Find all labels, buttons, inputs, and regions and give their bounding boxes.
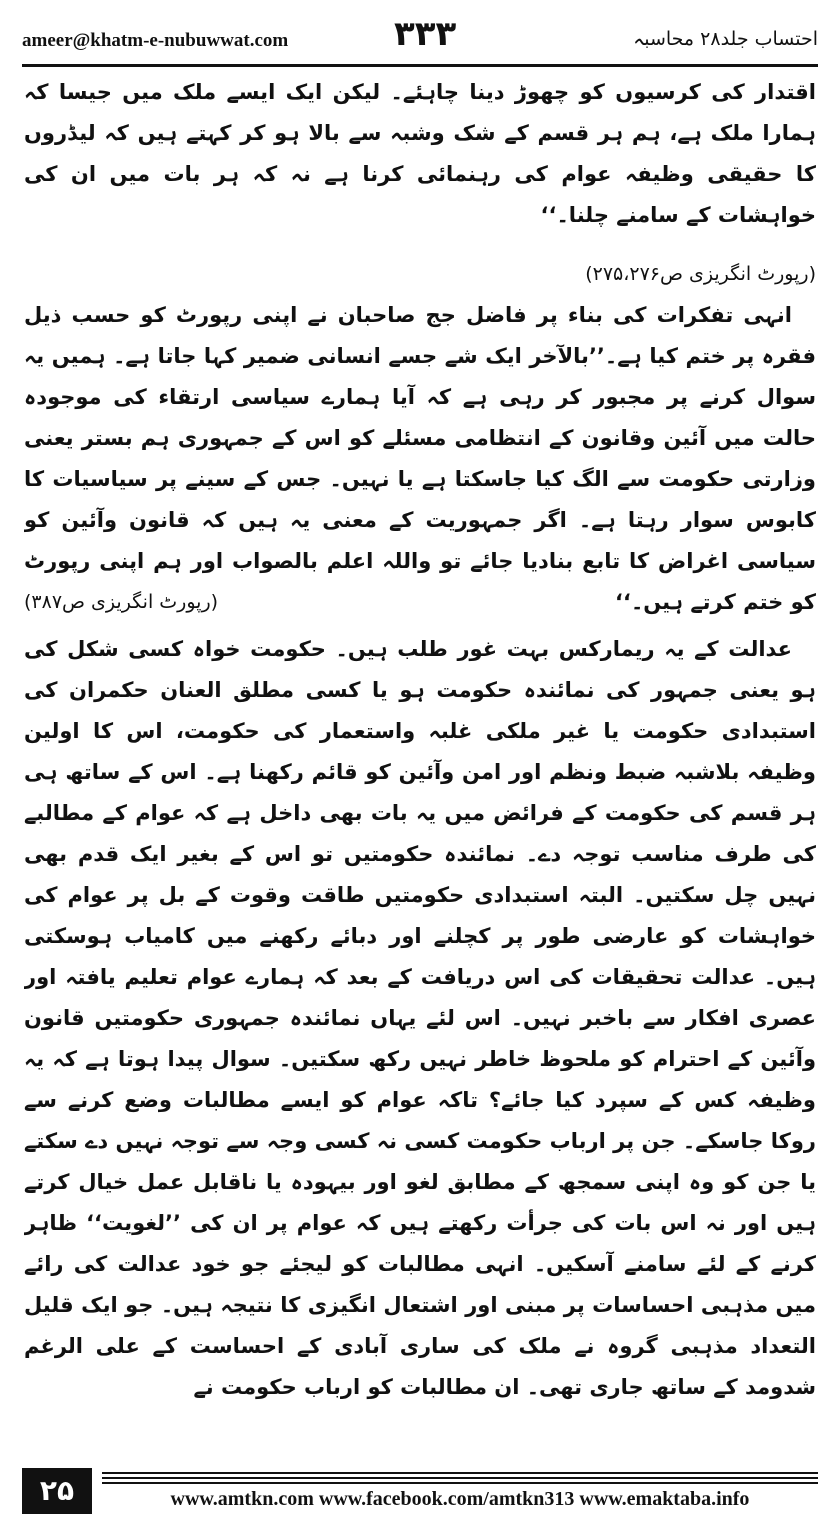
footer-rule	[102, 1482, 818, 1484]
page-footer	[22, 1468, 818, 1524]
footer-page-number: ۲۵	[22, 1468, 92, 1514]
footer-rule	[102, 1472, 818, 1474]
reference-1: (رپورٹ انگریزی ص۲۷۵،۲۷۶)	[585, 263, 816, 285]
footer-links: www.amtkn.com www.facebook.com/amtkn313 www.emaktaba.info	[170, 1488, 750, 1510]
header-page-number: ۳۳۳	[394, 14, 457, 54]
paragraph-2	[24, 295, 816, 623]
paragraph-2-text: انہی تفکرات کی بناء پر فاضل جج صاحبان نے اپنی رپورٹ کو حسب ذیل فقرہ پر ختم کیا ہے۔’’بالآخر ایک شے جسے انسانی ضمیر کہا جاتا ہے۔ ہمیں یہ سوال کرنے پر مجبور کر رہی ہے کہ آیا ہمارے سیاسی ارتقاء کی موجودہ حالت میں آئین وقانون کے انتظامی مسئلے کو اس کے جمہوری ہم بستر یعنی وزارتی حکومت سے الگ کیا جاسکتا ہے یا نہیں۔ جس کے سینے پر سیاسیات کا کابوس سوار رہتا ہے۔ اگر جمہوریت کے معنی یہ ہیں کہ قانون وآئین کو سیاسی اغراض کا تابع بنادیا جائے تو واللہ اعلم بالصواب اور ہم اپنی رپورٹ کو ختم کرتے ہیں۔‘‘	[24, 303, 816, 614]
header-divider	[22, 64, 818, 67]
header-book-title: احتساب جلد۲۸ محاسبہ	[633, 28, 818, 50]
paragraph-3: عدالت کے یہ ریمارکس بہت غور طلب ہیں۔ حکومت خواہ کسی شکل کی ہو یعنی جمہور کی نمائندہ حکومت ہو یا کسی مطلق العنان حکمران کی استبدادی حکومت یا غیر ملکی غلبہ واستعمار کی حکومت، اس کا اولین وظیفہ بلاشبہ ضبط ونظم اور امن وآئین کو قائم رکھنا ہے۔ اس کے ساتھ ہی ہر قسم کی حکومت کے فرائض میں یہ بات بھی داخل ہے کہ عوام کے مطالبے کی طرف مناسب توجہ دے۔ نمائندہ حکومتیں تو اس کے بغیر ایک قدم بھی نہیں چل سکتیں۔ البتہ استبدادی حکومتیں طاقت وقوت کے بل پر عوام کی خواہشات کو عارضی طور پر کچلنے اور دبائے رکھنے میں کامیاب ہوسکتی ہیں۔ عدالت تحقیقات کی اس دریافت کے بعد کہ ہمارے عوام تعلیم یافتہ اور عصری افکار سے باخبر نہیں۔ اس لئے یہاں نمائندہ جمہوری حکومتیں قانون وآئین کے احترام کو ملحوظ خاطر نہیں رکھ سکتیں۔ سوال پیدا ہوتا ہے کہ یہ وظیفہ کس کے سپرد کیا جائے؟ تاکہ عوام کو ایسے مطالبات وضع کرنے سے روکا جاسکے۔ جن پر ارباب حکومت کسی نہ کسی وجہ سے توجہ نہیں دے سکتے یا جن کو وہ اپنی سمجھ کے مطابق لغو اور بیہودہ یا ناقابل عمل خیال کرتے ہیں اور نہ اس بات کی جرأت رکھتے ہیں کہ عوام پر ان کی ’’لغویت‘‘ ظاہر کرنے کے لئے سامنے آسکیں۔ انہی مطالبات کو لیجئے جو خود عدالت کی رائے میں مذہبی احساسات پر مبنی اور اشتعال انگیزی کا نتیجہ ہیں۔ جو ایک قلیل التعداد مذہبی گروہ نے ملک کی ساری آبادی کے احساست کے علی الرغم شدومد کے ساتھ جاری تھی۔ ان مطالبات کو ارباب حکومت نے	[24, 637, 816, 1399]
page-body	[24, 72, 816, 1440]
paragraph-1: اقتدار کی کرسیوں کو چھوڑ دینا چاہئے۔ لیکن ایک ایسے ملک میں جیسا کہ ہمارا ملک ہے، ہم ہر قسم کے شک وشبہ سے بالا ہو کر کہتے ہیں کہ لیڈروں کا حقیقی وظیفہ عوام کی رہنمائی کرنا ہے نہ کہ ہر بات میں ان کی خواہشات کے سامنے چلنا۔‘‘	[24, 80, 816, 227]
footer-rule	[102, 1477, 818, 1479]
header-email: ameer@khatm-e-nubuwwat.com	[22, 30, 289, 51]
reference-2: (رپورٹ انگریزی ص۳۸۷)	[24, 591, 219, 613]
page-header	[22, 12, 818, 64]
